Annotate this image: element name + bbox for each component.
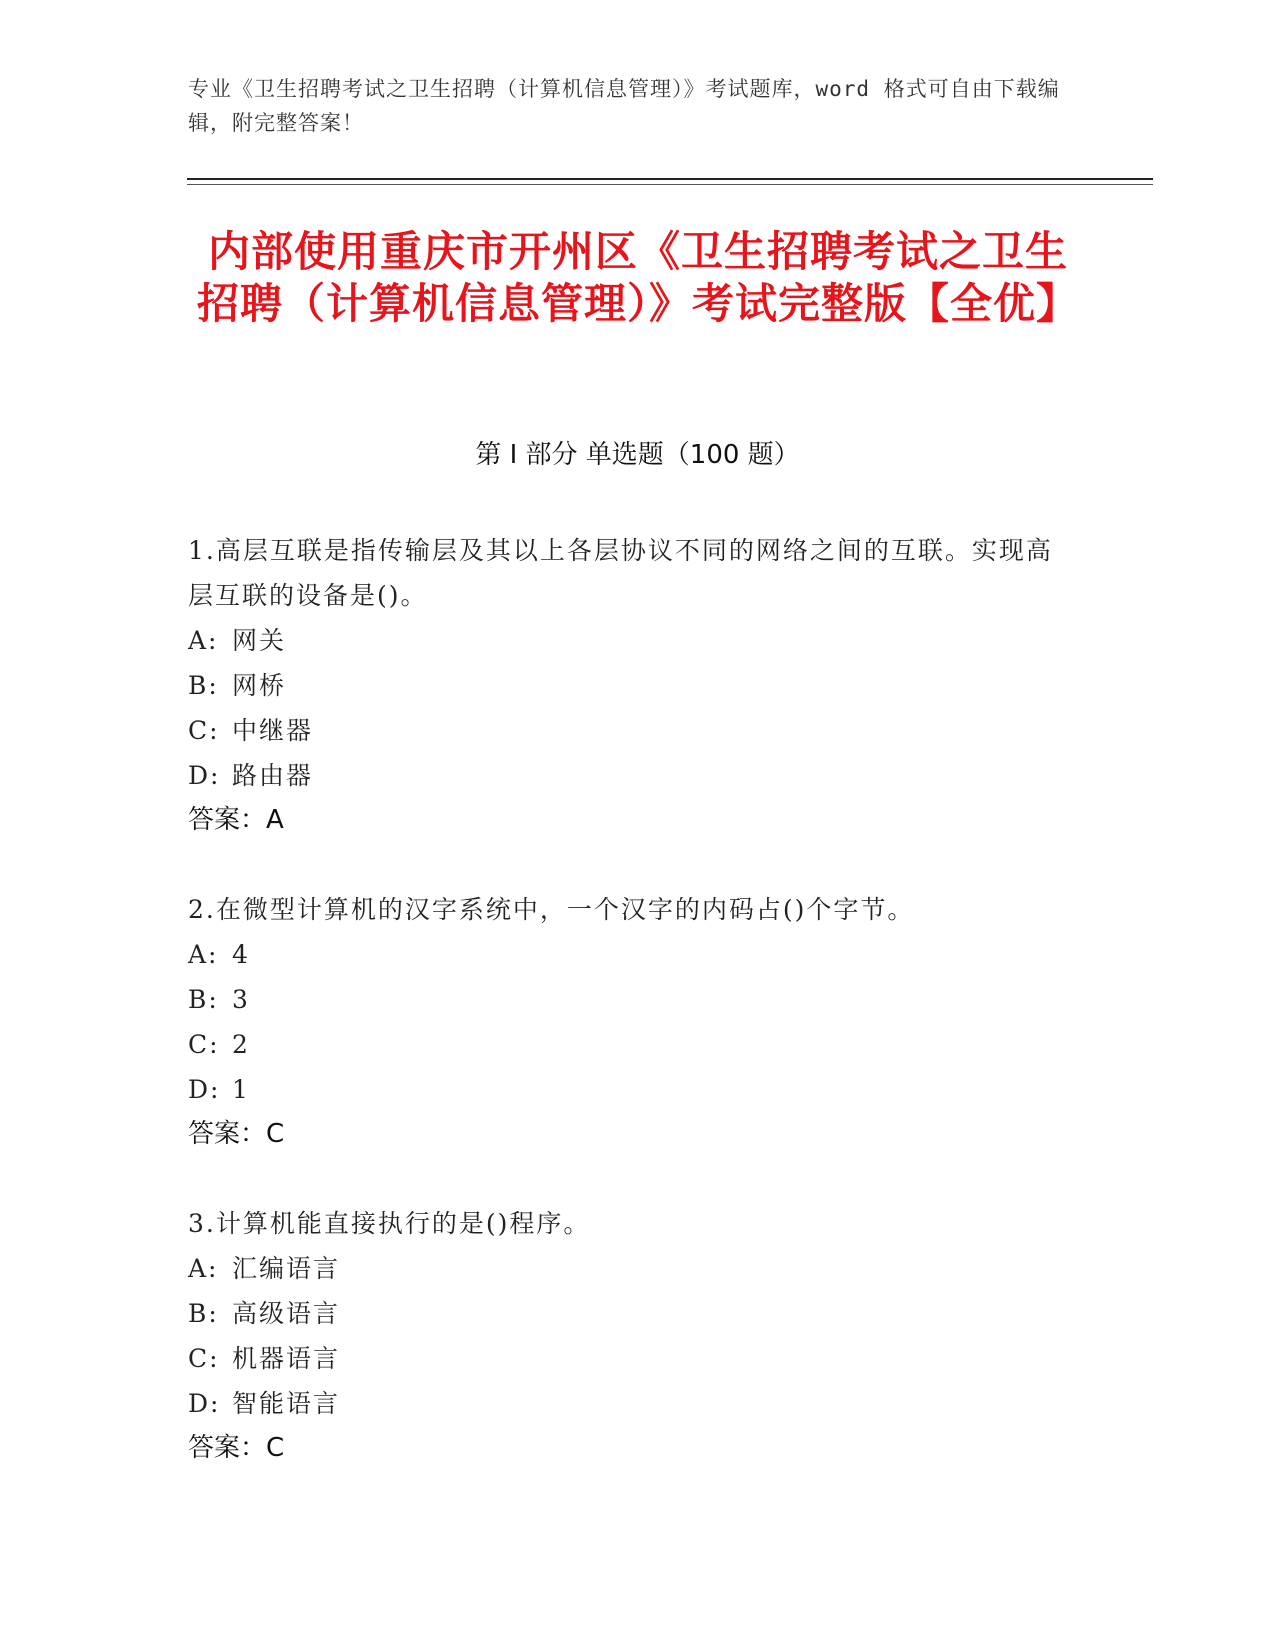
option-text: 1 [232,1075,250,1104]
option-key: B: [188,1299,219,1328]
question-option [188,663,1068,708]
question-option [188,932,1068,977]
option-key: C: [188,1030,220,1059]
question-option [188,1067,1068,1112]
question-option [188,1291,1068,1336]
option-text: 智能语言 [232,1389,341,1418]
question-option [188,1022,1068,1067]
option-text: 高级语言 [232,1299,341,1328]
option-text: 汇编语言 [232,1254,341,1283]
question-option [188,708,1068,753]
header-divider-thick [187,178,1153,180]
option-key: C: [188,716,220,745]
option-key: C: [188,1344,220,1373]
question-stem: 3.计算机能直接执行的是()程序。 [188,1209,591,1238]
question-answer: 答案：C [188,1433,285,1463]
option-key: A: [188,1254,219,1283]
question-stem: 1.高层互联是指传输层及其以上各层协议不同的网络之间的互联。实现高层互联的设备是()。 [188,536,1053,610]
question-answer: 答案：C [188,1119,285,1149]
question-option [188,618,1068,663]
option-text: 机器语言 [232,1344,341,1373]
header-divider-thin [187,184,1153,185]
option-text: 4 [232,940,250,969]
option-text: 中继器 [232,716,314,745]
option-key: D: [188,1389,221,1418]
option-text: 网关 [232,626,287,655]
question-option [188,1246,1068,1291]
option-text: 网桥 [232,671,287,700]
question-item [188,528,1068,843]
option-key: A: [188,940,219,969]
option-key: D: [188,761,221,790]
question-answer: 答案：A [188,805,284,835]
section-heading: 第 I 部分 单选题（100 题） [475,440,800,470]
question-option [188,753,1068,798]
question-option [188,1381,1068,1426]
header-note: 专业《卫生招聘考试之卫生招聘（计算机信息管理）》考试题库，word 格式可自由下载编辑，附完整答案！ [188,77,1060,135]
option-text: 2 [232,1030,250,1059]
question-list [188,528,1068,1515]
question-item [188,887,1068,1157]
option-text: 3 [232,985,250,1014]
question-stem: 2.在微型计算机的汉字系统中，一个汉字的内码占()个字节。 [188,895,915,924]
option-key: A: [188,626,219,655]
option-text: 路由器 [232,761,314,790]
option-key: B: [188,985,219,1014]
question-option [188,1336,1068,1381]
question-option [188,977,1068,1022]
question-item [188,1201,1068,1471]
document-title: 内部使用重庆市开州区《卫生招聘考试之卫生招聘（计算机信息管理）》考试完整版【全优】 [196,227,1079,328]
option-key: B: [188,671,219,700]
option-key: D: [188,1075,221,1104]
